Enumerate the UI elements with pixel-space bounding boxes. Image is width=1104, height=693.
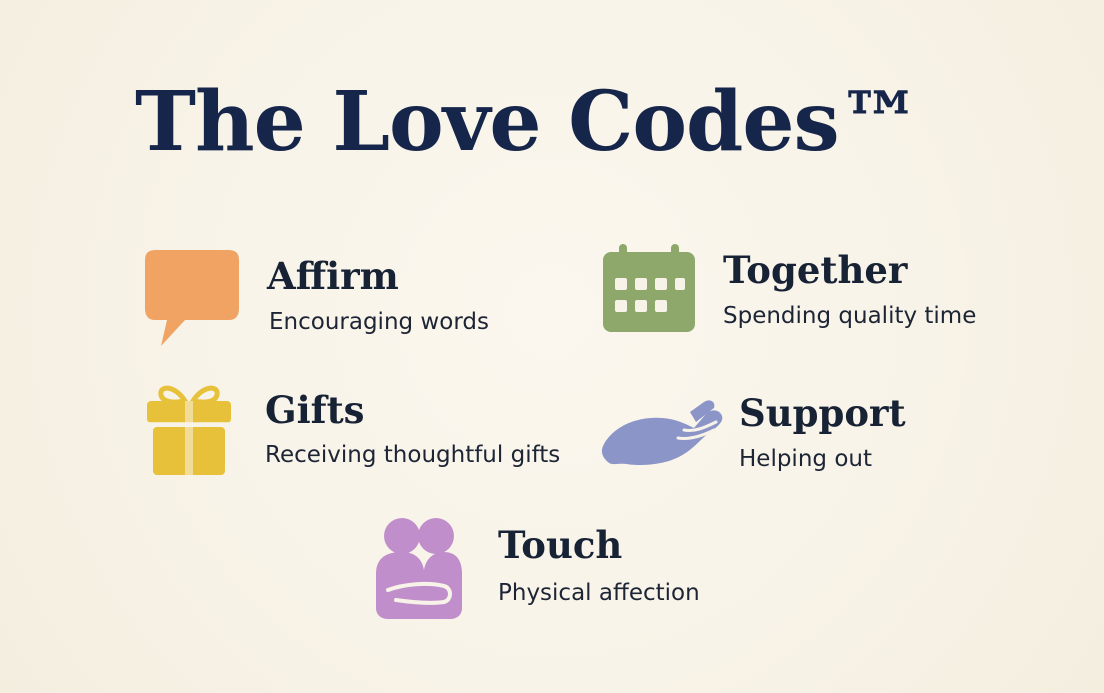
code-description-support: Helping out [739,446,872,472]
calendar-day [615,278,627,290]
calendar-body [603,252,695,332]
gift-ribbon-horizontal [147,422,231,427]
hug-icon [374,516,464,620]
speech-bubble-icon [145,246,245,351]
code-description-gifts: Receiving thoughtful gifts [265,442,561,468]
code-card-support [600,384,1020,494]
person-head-left [384,518,420,554]
gift-ribbon-vertical [185,401,193,475]
calendar-day [655,300,667,312]
gift-bow-left [161,388,185,402]
person-head-right [418,518,454,554]
code-description-together: Spending quality time [723,303,977,329]
code-title-together: Together [723,248,908,292]
helping-hand-icon [600,394,726,470]
calendar-ring-right [671,244,679,264]
code-title-affirm: Affirm [267,254,399,298]
code-title-support: Support [739,391,906,435]
code-description-affirm: Encouraging words [269,309,489,335]
calendar-day [615,300,627,312]
hand-palm [602,410,722,465]
calendar-day [675,278,685,290]
page-title: The Love Codes™ [135,74,920,170]
code-card-gifts [145,381,590,491]
speech-bubble-shape [145,250,239,346]
code-title-gifts: Gifts [265,388,365,432]
code-card-touch [374,516,764,626]
gift-bow-right [193,388,217,402]
calendar-icon [601,242,697,334]
calendar-ring-left [619,244,627,264]
code-description-touch: Physical affection [498,580,700,606]
code-card-together [601,242,1021,352]
calendar-day [635,278,647,290]
code-card-affirm [145,246,565,356]
calendar-day [655,278,667,290]
gift-icon [145,381,233,477]
code-title-touch: Touch [498,523,623,567]
calendar-day [635,300,647,312]
